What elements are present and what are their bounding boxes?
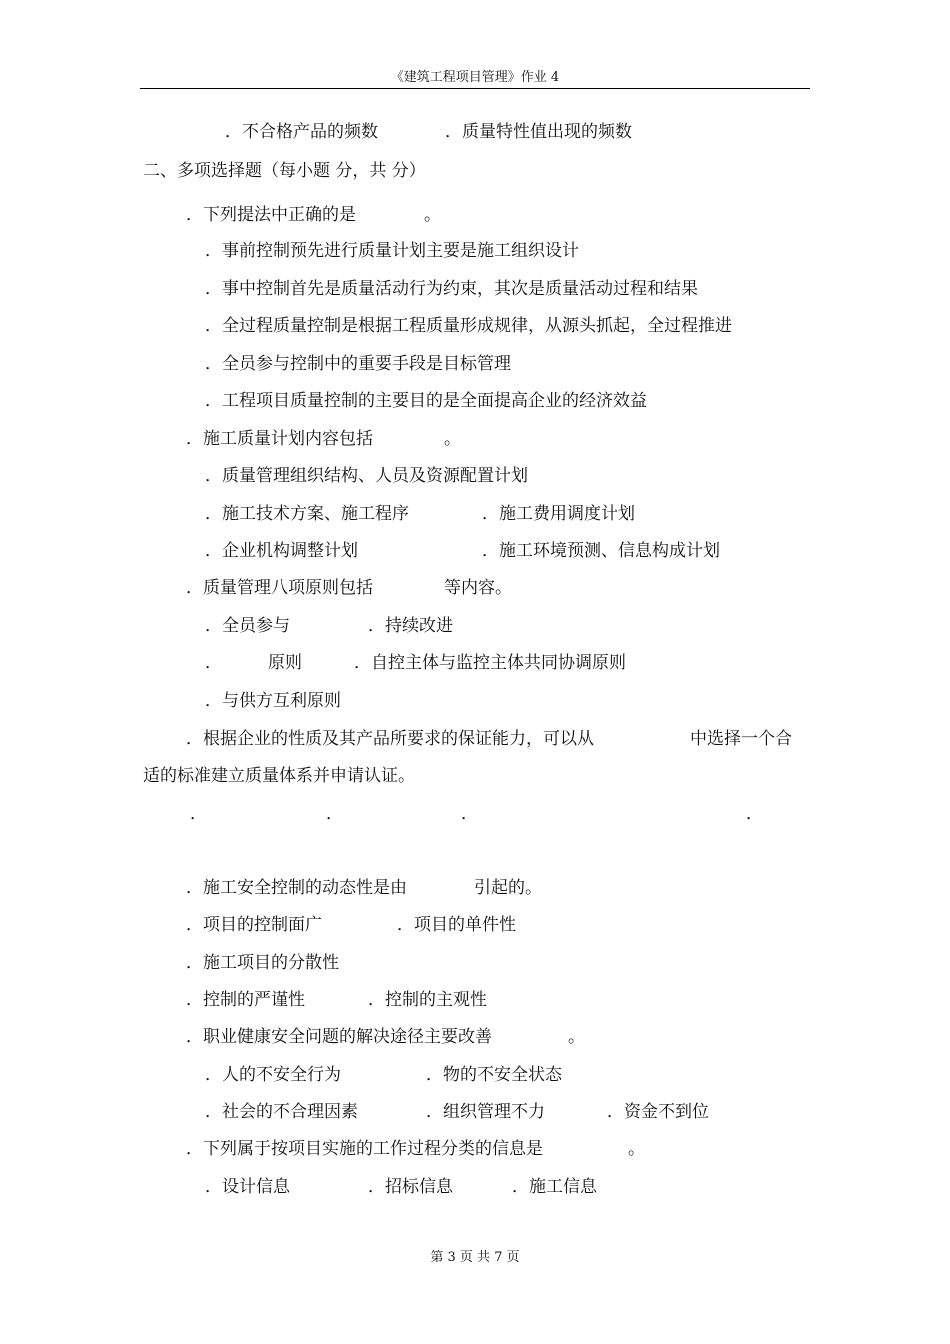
option-text: ．人的不安全行为 — [205, 1065, 341, 1085]
option-text: ．全过程质量控制是根据工程质量形成规律，从源头抓起，全过程推进 — [205, 316, 732, 336]
option-text: ．设计信息 — [205, 1177, 290, 1197]
option-text: ．自控主体与监控主体共同协调原则 — [354, 653, 626, 673]
running-header: 《建筑工程项目管理》作业 4 — [390, 70, 560, 85]
option-marker: ． — [190, 804, 207, 824]
question-text: 。 — [628, 1139, 645, 1159]
header-rule — [140, 88, 810, 89]
option-text: 原则 — [268, 653, 302, 673]
question-text: ．质量管理八项原则包括 — [186, 578, 373, 598]
option-text: ．施工技术方案、施工程序 — [205, 504, 409, 524]
option-text: ．项目的单件性 — [397, 915, 516, 935]
option-text: ．招标信息 — [368, 1177, 453, 1197]
question-text: 。 — [444, 429, 461, 449]
question-text: ．下列提法中正确的是 — [186, 205, 356, 225]
option-text: ．与供方互利原则 — [205, 691, 341, 711]
question-text: 等内容。 — [444, 578, 512, 598]
option-text: ．事中控制首先是质量活动行为约束，其次是质量活动过程和结果 — [205, 279, 698, 299]
question-text: ．下列属于按项目实施的工作过程分类的信息是 — [186, 1139, 543, 1159]
option-text: ．施工信息 — [512, 1177, 597, 1197]
option-text: ．全员参与 — [205, 616, 290, 636]
option-text: ．组织管理不力 — [426, 1102, 545, 1122]
option-text: ．不合格产品的频数 — [225, 122, 378, 142]
option-text: ． — [205, 653, 222, 673]
option-text: ．全员参与控制中的重要手段是目标管理 — [205, 354, 511, 374]
option-text: ．资金不到位 — [607, 1102, 709, 1122]
option-text: ．社会的不合理因素 — [205, 1102, 358, 1122]
option-text: ．控制的主观性 — [368, 990, 487, 1010]
option-text: ．项目的控制面广 — [186, 915, 322, 935]
page-number: 第 3 页 共 7 页 — [430, 1250, 520, 1265]
option-text: ．企业机构调整计划 — [205, 541, 358, 561]
option-text: ．施工项目的分散性 — [186, 953, 339, 973]
question-text: 。 — [568, 1027, 585, 1047]
option-marker: ． — [746, 804, 763, 824]
question-text: ．施工安全控制的动态性是由 — [186, 878, 407, 898]
question-text: 引起的。 — [474, 878, 542, 898]
question-text: 中选择一个合 — [690, 729, 792, 749]
option-text: ．控制的严谨性 — [186, 990, 305, 1010]
option-text: ．质量特性值出现的频数 — [445, 122, 632, 142]
option-text: ．持续改进 — [368, 616, 453, 636]
option-text: ．质量管理组织结构、人员及资源配置计划 — [205, 466, 528, 486]
question-text: ．职业健康安全问题的解决途径主要改善 — [186, 1027, 492, 1047]
question-text: ．根据企业的性质及其产品所要求的保证能力，可以从 — [186, 729, 594, 749]
option-text: ．事前控制预先进行质量计划主要是施工组织设计 — [205, 241, 579, 261]
question-text: ．施工质量计划内容包括 — [186, 429, 373, 449]
option-marker: ． — [461, 804, 478, 824]
question-text: 适的标准建立质量体系并申请认证。 — [143, 766, 415, 786]
option-text: ．工程项目质量控制的主要目的是全面提高企业的经济效益 — [205, 391, 647, 411]
option-text: ．物的不安全状态 — [426, 1065, 562, 1085]
option-text: ．施工费用调度计划 — [482, 504, 635, 524]
option-text: ．施工环境预测、信息构成计划 — [482, 541, 720, 561]
section-heading-text: 二、多项选择题（每小题 分，共 分） — [143, 161, 426, 181]
option-marker: ． — [326, 804, 343, 824]
question-text: 。 — [424, 205, 441, 225]
